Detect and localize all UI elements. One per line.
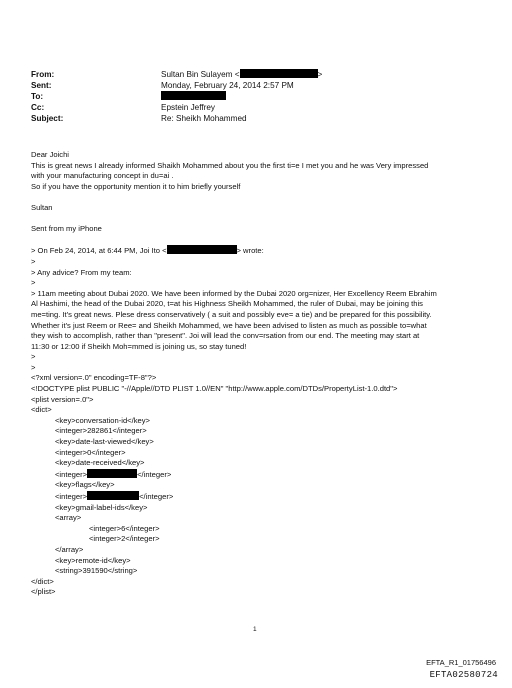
email-body	[31, 150, 491, 598]
cc-value: Epstein Jeffrey	[161, 103, 216, 112]
signoff: Sultan	[31, 202, 53, 212]
to-label: To:	[31, 92, 44, 101]
sent-from: Sent from my iPhone	[31, 224, 102, 234]
xml-close: </integer>	[139, 492, 174, 501]
redaction-box	[240, 69, 318, 78]
redaction-box	[161, 91, 226, 100]
body-line: This is great news I already informed Shaikh Mohammed about you the first ti=e I met you and he was Very impressed	[31, 160, 429, 170]
xml-line: <key>gmail-label-ids</key>	[55, 502, 148, 512]
to-value	[161, 91, 226, 102]
body-line: So if you have the opportunity mention it to him briefly yourself	[31, 181, 241, 191]
subject-value: Re: Sheikh Mohammed	[161, 114, 247, 123]
xml-line: <integer>0</integer>	[55, 447, 126, 457]
from-name: Sultan Bin Sulayem <	[161, 70, 240, 79]
xml-line: <key>remote-id</key>	[55, 555, 131, 565]
xml-line: <plist version=.0">	[31, 394, 94, 404]
xml-line: </dict>	[31, 576, 54, 586]
xml-line	[31, 491, 491, 503]
cc-label: Cc:	[31, 103, 45, 112]
bates-number-large: EFTA02580724	[429, 670, 498, 680]
quote-line: Al Hashimi, the head of the Dubai 2020, t=at his Highness Sheikh Mohammed, the ruler of Dubai, may be joining this	[31, 299, 423, 309]
xml-line: <integer>2</integer>	[89, 534, 160, 544]
xml-line: <key>date-last-viewed</key>	[55, 437, 154, 447]
xml-line: <dict>	[31, 405, 52, 415]
xml-line: <!DOCTYPE plist PUBLIC "-//Apple//DTD PLIST 1.0//EN" "http://www.apple.com/DTDs/PropertyList-1.0.dtd">	[31, 384, 398, 394]
from-close: >	[317, 70, 323, 79]
redaction-box	[87, 469, 137, 478]
bates-number-small: EFTA_R1_01756496	[426, 658, 496, 667]
quote-line: >	[31, 278, 36, 288]
subject-label: Subject:	[31, 114, 64, 123]
xml-line: <?xml version=.0" encoding=TF-8"?>	[31, 373, 157, 383]
xml-line	[31, 469, 491, 481]
xml-line: <integer>6</integer>	[89, 523, 160, 533]
quote-line: Whether it's just Reem or Ree= and Sheikh Mohammed, we have been advised to listen as much as possible to=what	[31, 320, 427, 330]
quote-line: they wish to accomplish, rather than "present". Joi will lead the conv=rsation from our end. The meeting may start at	[31, 331, 420, 341]
quote-line: me=ting. It's great news. Plese dress conservatively ( a suit and possibly eve= a tie) and be prepared for this possibility.	[31, 309, 432, 319]
body-line: with your manufacturing concept in du=ai .	[31, 171, 174, 181]
sent-label: Sent:	[31, 81, 52, 90]
xml-line: <key>date-received</key>	[55, 458, 145, 468]
xml-line: </plist>	[31, 587, 56, 597]
quote-line: >	[31, 352, 36, 362]
quote-line: >	[31, 362, 36, 372]
xml-line: <array>	[55, 513, 82, 523]
xml-line: <key>conversation-id</key>	[55, 415, 150, 425]
greeting: Dear Joichi	[31, 150, 69, 159]
xml-open: <integer>	[55, 469, 88, 479]
quote-line: > 11am meeting about Dubai 2020. We have been informed by the Dubai 2020 org=nizer, Her Excellency Reem Ebrahim	[31, 288, 437, 298]
xml-close: </integer>	[137, 469, 172, 479]
xml-line: <integer>282861</integer>	[55, 426, 147, 436]
xml-line: </array>	[55, 544, 84, 554]
xml-open: <integer>	[55, 492, 88, 501]
from-label: From:	[31, 70, 55, 79]
xml-line: <key>flags</key>	[55, 480, 115, 490]
quote-intro	[31, 245, 491, 257]
quote-line: >	[31, 256, 36, 266]
quote-line: 11:30 or 12:00 if Sheikh Moh=mmed is joining us, so stay tuned!	[31, 341, 247, 351]
quote-line: > Any advice? From my team:	[31, 267, 132, 277]
quote-intro-start: > On Feb 24, 2014, at 6:44 PM, Joi Ito <	[31, 246, 167, 256]
quote-intro-end: > wrote:	[236, 246, 264, 256]
page-number: 1	[253, 626, 257, 633]
sent-value: Monday, February 24, 2014 2:57 PM	[161, 81, 294, 90]
redaction-box	[167, 245, 237, 254]
from-value	[161, 69, 322, 80]
redaction-box	[87, 491, 139, 500]
xml-line: <string>391590</string>	[55, 566, 138, 576]
